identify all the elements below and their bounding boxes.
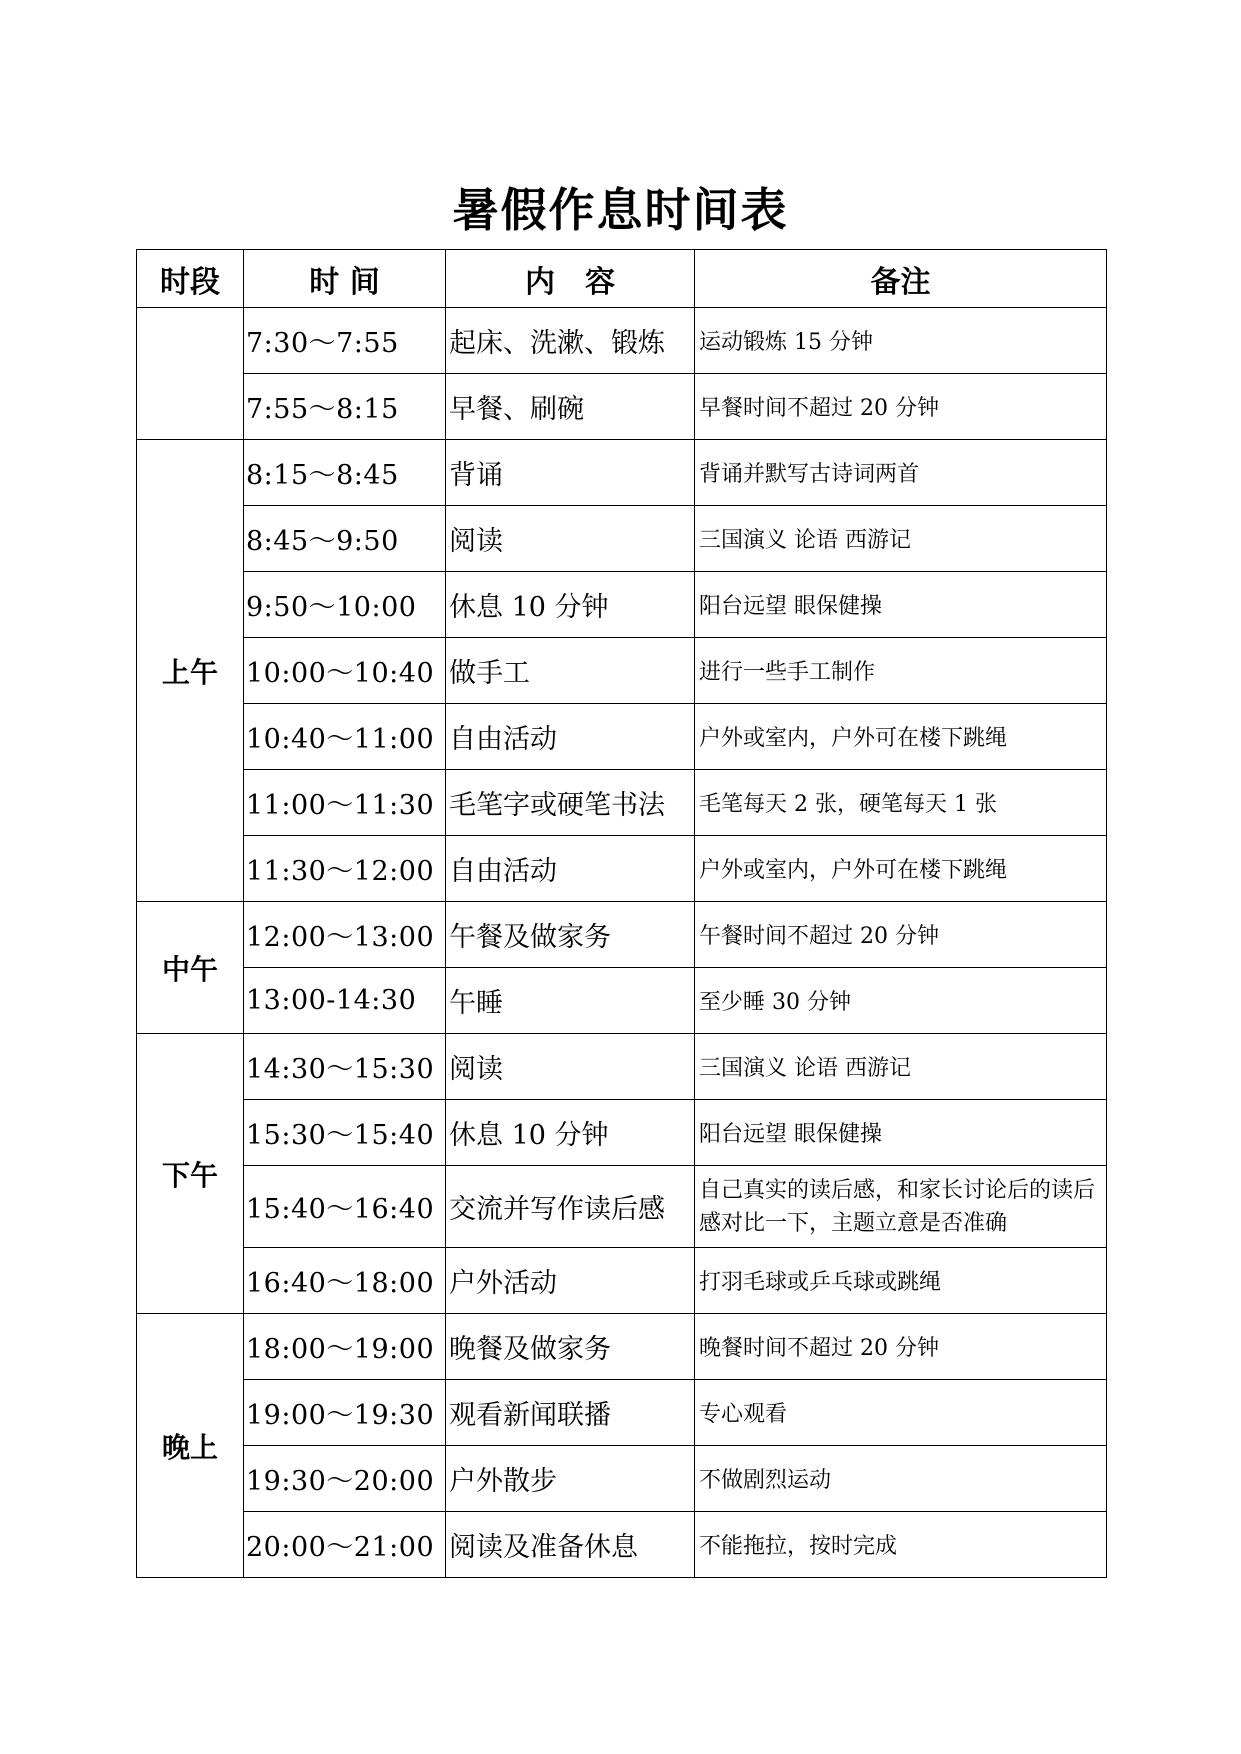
- time-cell: 16:40～18:00: [244, 1248, 446, 1314]
- time-cell: 10:40～11:00: [244, 704, 446, 770]
- content-cell: 休息 10 分钟: [446, 572, 695, 638]
- note-cell: 运动锻炼 15 分钟: [695, 308, 1107, 374]
- header-note: 备注: [695, 250, 1107, 308]
- time-cell: 8:15～8:45: [244, 440, 446, 506]
- table-row: [137, 770, 1107, 836]
- content-cell: 晚餐及做家务: [446, 1314, 695, 1380]
- schedule-table: [136, 249, 1107, 1578]
- note-cell: 晚餐时间不超过 20 分钟: [695, 1314, 1107, 1380]
- content-cell: 交流并写作读后感: [446, 1166, 695, 1248]
- content-cell: 午餐及做家务: [446, 902, 695, 968]
- header-period: 时段: [137, 250, 244, 308]
- note-cell: 至少睡 30 分钟: [695, 968, 1107, 1034]
- period-cell-early: [137, 308, 244, 440]
- note-cell: 户外或室内，户外可在楼下跳绳: [695, 704, 1107, 770]
- content-cell: 阅读: [446, 1034, 695, 1100]
- content-cell: 毛笔字或硬笔书法: [446, 770, 695, 836]
- content-cell: 背诵: [446, 440, 695, 506]
- time-cell: 19:30～20:00: [244, 1446, 446, 1512]
- table-row: [137, 1248, 1107, 1314]
- note-cell: 户外或室内，户外可在楼下跳绳: [695, 836, 1107, 902]
- note-cell: 阳台远望 眼保健操: [695, 572, 1107, 638]
- header-row: [137, 250, 1107, 308]
- time-cell: 8:45～9:50: [244, 506, 446, 572]
- table-row: [137, 1314, 1107, 1380]
- note-cell: 打羽毛球或乒乓球或跳绳: [695, 1248, 1107, 1314]
- time-cell: 18:00～19:00: [244, 1314, 446, 1380]
- content-cell: 自由活动: [446, 836, 695, 902]
- note-cell: 专心观看: [695, 1380, 1107, 1446]
- time-cell: 7:55～8:15: [244, 374, 446, 440]
- content-cell: 自由活动: [446, 704, 695, 770]
- note-cell: 三国演义 论语 西游记: [695, 506, 1107, 572]
- content-cell: 阅读及准备休息: [446, 1512, 695, 1578]
- content-cell: 做手工: [446, 638, 695, 704]
- time-cell: 11:00～11:30: [244, 770, 446, 836]
- content-cell: 休息 10 分钟: [446, 1100, 695, 1166]
- table-row: [137, 638, 1107, 704]
- time-cell: 9:50～10:00: [244, 572, 446, 638]
- time-cell: 14:30～15:30: [244, 1034, 446, 1100]
- time-cell: 7:30～7:55: [244, 308, 446, 374]
- time-cell: 12:00～13:00: [244, 902, 446, 968]
- note-cell: 进行一些手工制作: [695, 638, 1107, 704]
- period-cell-evening: 晚上: [137, 1314, 244, 1578]
- time-cell: 19:00～19:30: [244, 1380, 446, 1446]
- table-row: [137, 1100, 1107, 1166]
- table-row: [137, 836, 1107, 902]
- time-cell: 20:00～21:00: [244, 1512, 446, 1578]
- time-cell: 15:40～16:40: [244, 1166, 446, 1248]
- table-row: [137, 506, 1107, 572]
- page-title: 暑假作息时间表: [452, 183, 789, 237]
- content-cell: 午睡: [446, 968, 695, 1034]
- time-cell: 13:00-14:30: [244, 968, 446, 1034]
- note-cell: 午餐时间不超过 20 分钟: [695, 902, 1107, 968]
- table-row: [137, 704, 1107, 770]
- note-cell: 阳台远望 眼保健操: [695, 1100, 1107, 1166]
- table-row: [137, 374, 1107, 440]
- time-cell: 10:00～10:40: [244, 638, 446, 704]
- content-cell: 观看新闻联播: [446, 1380, 695, 1446]
- period-cell-afternoon: 下午: [137, 1034, 244, 1314]
- table-row: [137, 968, 1107, 1034]
- note-cell: 背诵并默写古诗词两首: [695, 440, 1107, 506]
- header-content: 内 容: [446, 250, 695, 308]
- note-cell: 不能拖拉，按时完成: [695, 1512, 1107, 1578]
- note-cell: 自己真实的读后感，和家长讨论后的读后感对比一下，主题立意是否准确: [695, 1166, 1107, 1248]
- content-cell: 户外散步: [446, 1446, 695, 1512]
- note-cell: 早餐时间不超过 20 分钟: [695, 374, 1107, 440]
- note-cell: 三国演义 论语 西游记: [695, 1034, 1107, 1100]
- table-row: [137, 1034, 1107, 1100]
- table-row: [137, 1380, 1107, 1446]
- content-cell: 早餐、刷碗: [446, 374, 695, 440]
- table-row: [137, 440, 1107, 506]
- table-row: [137, 572, 1107, 638]
- content-cell: 阅读: [446, 506, 695, 572]
- table-row: [137, 308, 1107, 374]
- table-row: [137, 1446, 1107, 1512]
- content-cell: 户外活动: [446, 1248, 695, 1314]
- table-row: [137, 902, 1107, 968]
- content-cell: 起床、洗漱、锻炼: [446, 308, 695, 374]
- table-row: [137, 1512, 1107, 1578]
- note-cell: 不做剧烈运动: [695, 1446, 1107, 1512]
- period-cell-morning: 上午: [137, 440, 244, 902]
- header-time: 时 间: [244, 250, 446, 308]
- time-cell: 15:30～15:40: [244, 1100, 446, 1166]
- period-cell-noon: 中午: [137, 902, 244, 1034]
- time-cell: 11:30～12:00: [244, 836, 446, 902]
- note-cell: 毛笔每天 2 张，硬笔每天 1 张: [695, 770, 1107, 836]
- table-row: [137, 1166, 1107, 1248]
